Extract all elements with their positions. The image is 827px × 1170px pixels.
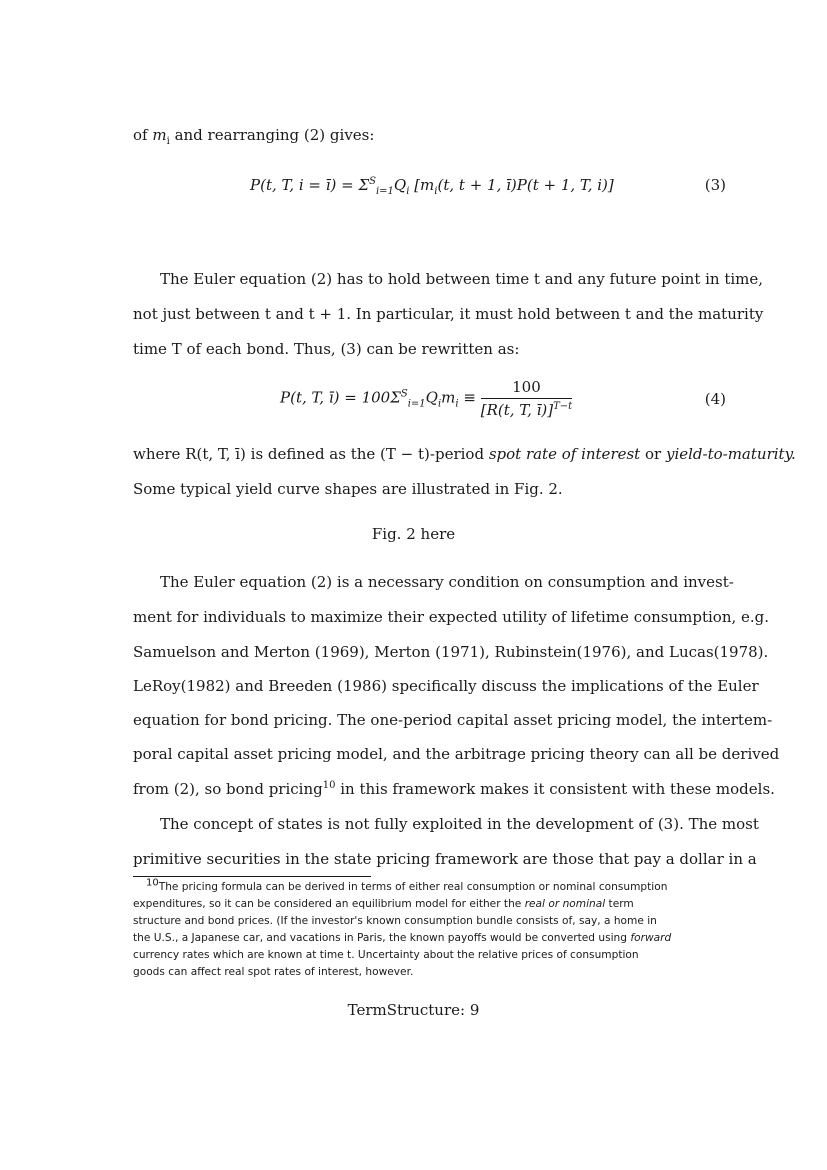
text-run: forward [630, 932, 672, 944]
eq4-m-sub: i [455, 398, 459, 410]
text-run: term [605, 898, 634, 910]
para2-line-2: Some typical yield curve shapes are illustrated in Fig. 2. [133, 480, 563, 498]
footnote-line-1 [146, 877, 726, 893]
equation-3-number: (3) [704, 176, 726, 194]
para3-line-4: LeRoy(1982) and Breeden (1986) specifically discuss the implications of the Euler [133, 677, 759, 695]
eq4-denominator: [R(t, T, ī)] [480, 401, 554, 419]
eq3-q: Q [393, 176, 407, 194]
eq3-m-sub: i [434, 186, 438, 197]
math-var: m [152, 126, 167, 144]
footnote-number: 10 [146, 877, 159, 889]
text-run: of [133, 126, 153, 144]
eq4-q-sub: i [437, 398, 442, 410]
para1-line-3: time T of each bond. Thus, (3) can be rewritten as: [133, 340, 520, 358]
eq3-sum-sup: S [369, 176, 376, 187]
para1-line-2: not just between t and t + 1. In particular, it must hold between t and the maturity [133, 305, 764, 323]
eq3-sum-sub: i=1 [375, 186, 394, 197]
page-footer: TermStructure: 9 [347, 1001, 480, 1019]
eq3-bracket: [m [409, 176, 435, 194]
text-run: or [640, 445, 666, 463]
footnote-rule [133, 876, 371, 877]
equation-4 [280, 378, 572, 419]
figure-marker: Fig. 2 here [371, 525, 456, 543]
footnote-line-5: currency rates which are known at time t. Uncertainty about the relative prices of consumption [133, 949, 639, 961]
text-run: The pricing formula can be derived in terms of either real consumption or nominal consumption [158, 881, 668, 893]
footnote-line-3: structure and bond prices. (If the investor's known consumption bundle consists of, say, a home in [133, 915, 657, 927]
eq4-lhs: P(t, T, ī) = 100Σ [280, 388, 401, 407]
term-yield: yield-to-maturity. [665, 445, 796, 463]
text-run: in this framework makes it consistent with these models. [335, 780, 775, 798]
para3-line-2: ment for individuals to maximize their expected utility of lifetime consumption, e.g. [133, 608, 770, 626]
text-run: real or nominal [524, 898, 606, 910]
text-run: where R(t, T, ī) is defined as the (T − t)-period [133, 445, 489, 463]
eq4-numerator: 100 [481, 378, 572, 399]
eq3-q-sub: i [406, 186, 410, 197]
math-sub: i [166, 136, 170, 147]
eq4-q: Q [425, 388, 438, 407]
text-run: from (2), so bond pricing [133, 780, 323, 798]
para3-line-1: The Euler equation (2) is a necessary condition on consumption and invest- [160, 573, 734, 591]
text-run: and rearranging (2) gives: [169, 126, 375, 144]
eq4-fraction [481, 378, 572, 419]
para3-line-5: equation for bond pricing. The one-period capital asset pricing model, the intertem- [133, 711, 773, 729]
para3-line-3: Samuelson and Merton (1969), Merton (1971), Rubinstein(1976), and Lucas(1978). [133, 643, 769, 661]
para4-line-1: The concept of states is not fully exploited in the development of (3). The most [160, 815, 759, 833]
eq4-equiv: ≡ [458, 388, 481, 407]
para4-line-2: primitive securities in the state pricing framework are those that pay a dollar in a [133, 850, 757, 868]
eq4-sum-sub: i=1 [407, 398, 426, 410]
intro-line [133, 126, 726, 147]
footnote-marker: 10 [322, 780, 336, 791]
equation-3 [250, 176, 614, 197]
eq3-tail: (t, t + 1, ī)P(t + 1, T, i)] [437, 176, 614, 194]
eq4-exponent: T−t [553, 401, 573, 412]
text-run: expenditures, so it can be considered an equilibrium model for either the [133, 898, 525, 910]
eq3-lhs: P(t, T, i = ī) = Σ [250, 176, 370, 194]
footnote-line-4 [133, 932, 726, 944]
eq4-sum-sup: S [400, 388, 408, 400]
term-spot-rate: spot rate of interest [488, 445, 641, 463]
equation-4-number: (4) [704, 390, 726, 408]
para3-line-7 [133, 780, 775, 798]
para2-line-1 [133, 445, 796, 463]
para3-line-6: poral capital asset pricing model, and the arbitrage pricing theory can all be derived [133, 745, 780, 763]
text-run: the U.S., a Japanese car, and vacations in Paris, the known payoffs would be converted using [133, 932, 631, 944]
footnote-line-2 [133, 898, 726, 910]
para1-line-1: The Euler equation (2) has to hold between time t and any future point in time, [160, 270, 764, 288]
eq4-m: m [441, 388, 456, 407]
footnote-line-6: goods can affect real spot rates of interest, however. [133, 966, 414, 978]
